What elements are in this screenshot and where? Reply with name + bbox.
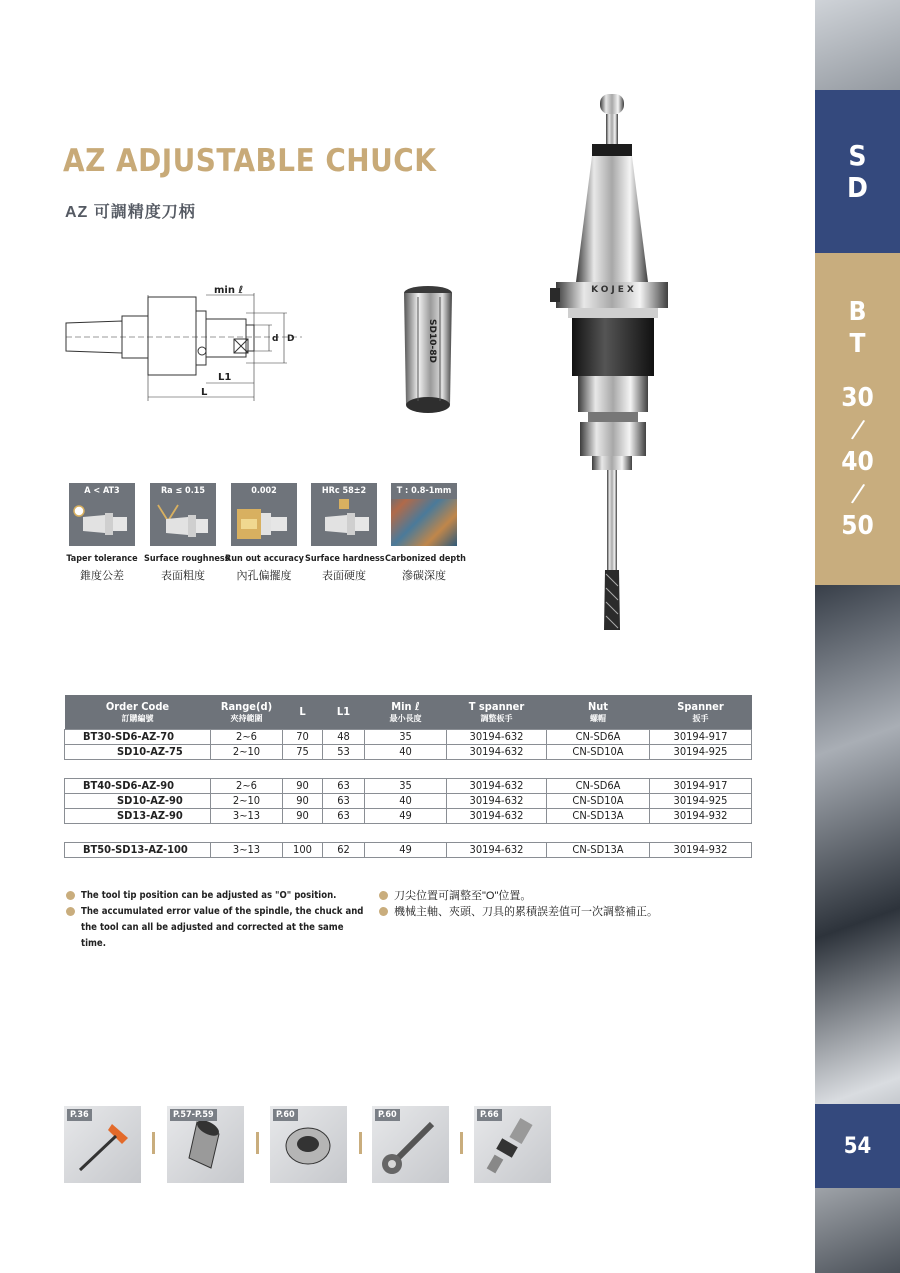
feature-label-zh: 內孔偏擺度 xyxy=(236,570,292,582)
header-range: Range(d) 夾持範圍 xyxy=(211,695,283,730)
dim-min-l: min ℓ xyxy=(214,285,244,296)
feature-box xyxy=(150,483,216,546)
accessory-page-ref: P.60 xyxy=(273,1109,298,1121)
table-row: BT40-SD6-AZ-90 2~6 90 63 35 30194-632 CN-SD6A 30194-917 xyxy=(65,779,752,794)
feature-label-en: Carbonized depth xyxy=(385,554,466,564)
right-sidebar xyxy=(815,0,900,1273)
collet-image xyxy=(396,283,460,421)
accessory-t-handle-wrench[interactable] xyxy=(64,1106,141,1183)
feature-run-out-accuracy xyxy=(225,483,303,583)
separator xyxy=(359,1132,362,1154)
feature-label-en: Surface roughness xyxy=(144,554,230,564)
feature-caption: HRc 58±2 xyxy=(321,486,367,496)
page-title: AZ ADJUSTABLE CHUCK xyxy=(63,143,437,179)
header-nut: Nut 螺帽 xyxy=(547,695,650,730)
header-min-l: Min ℓ 最小長度 xyxy=(365,695,447,730)
sidebar-size-30: 30 xyxy=(841,383,874,413)
technical-drawing xyxy=(62,283,307,403)
slash-divider-icon: / xyxy=(849,414,866,446)
page-number xyxy=(815,1104,900,1188)
notes-chinese xyxy=(379,888,709,920)
separator xyxy=(460,1132,463,1154)
bullet-icon xyxy=(66,891,75,900)
bullet-icon xyxy=(379,907,388,916)
sidebar-section-sd xyxy=(815,90,900,253)
taper-icon xyxy=(69,499,135,546)
feature-label-en: Taper tolerance xyxy=(66,554,138,564)
feature-label-en: Surface hardness xyxy=(305,554,385,564)
feature-surface-roughness xyxy=(144,483,230,583)
header-t-spanner: T spanner 調整板手 xyxy=(447,695,547,730)
feature-surface-hardness xyxy=(305,483,383,583)
roughness-icon xyxy=(150,499,216,546)
note-item: 刀尖位置可調整至"O"位置。 xyxy=(379,888,709,904)
accessory-page-ref: P.66 xyxy=(477,1109,502,1121)
feature-box xyxy=(231,483,297,546)
dim-D: D xyxy=(287,334,295,344)
slash-divider-icon: / xyxy=(849,478,866,510)
feature-box xyxy=(69,483,135,546)
feature-box xyxy=(311,483,377,546)
page-subtitle: AZ 可調精度刀柄 xyxy=(65,204,196,221)
feature-caption: 0.002 xyxy=(251,486,277,496)
feature-label-zh: 滲碳深度 xyxy=(402,570,446,582)
feature-caption: A < AT3 xyxy=(84,486,120,496)
note-item: The accumulated error value of the spindle, the chuck and the tool can all be adjusted and corrected at the same time. xyxy=(66,904,366,952)
dim-d: d xyxy=(272,334,279,344)
accessory-page-ref: P.57-P.59 xyxy=(170,1109,217,1121)
accessory-page-ref: P.60 xyxy=(375,1109,400,1121)
separator xyxy=(256,1132,259,1154)
table-spacer xyxy=(65,760,752,779)
hardness-icon xyxy=(311,499,377,546)
spec-table xyxy=(64,695,752,858)
table-row: SD13-AZ-90 3~13 90 63 49 30194-632 CN-SD13A 30194-932 xyxy=(65,809,752,824)
table-row: SD10-AZ-90 2~10 90 63 40 30194-632 CN-SD10A 30194-925 xyxy=(65,794,752,809)
header-l: L xyxy=(283,695,323,730)
sidebar-letter: S xyxy=(848,138,867,172)
sidebar-letter: B xyxy=(848,297,867,327)
holder-marking: KOJEX xyxy=(591,285,637,295)
feature-caption: T : 0.8-1mm xyxy=(391,483,457,499)
header-l1: L1 xyxy=(323,695,365,730)
bullet-icon xyxy=(66,907,75,916)
table-row: BT30-SD6-AZ-70 2~6 70 48 35 30194-632 CN-SD6A 30194-917 xyxy=(65,730,752,745)
feature-label-en: Run out accuracy xyxy=(225,554,304,564)
sidebar-size-40: 40 xyxy=(841,447,874,477)
feature-label-zh: 表面粗度 xyxy=(161,570,205,582)
dim-L: L xyxy=(201,387,208,398)
page-number-text: 54 xyxy=(843,1133,872,1159)
sidebar-section-bt xyxy=(815,253,900,585)
feature-taper-tolerance xyxy=(63,483,141,583)
accessory-pull-stud[interactable] xyxy=(474,1106,551,1183)
accessory-collet[interactable] xyxy=(167,1106,244,1183)
header-order-code: Order Code 訂購編號 xyxy=(65,695,211,730)
bullet-icon xyxy=(379,891,388,900)
accessory-page-ref: P.36 xyxy=(67,1109,92,1121)
feature-carbonized-depth xyxy=(385,483,466,583)
sidebar-letter: T xyxy=(849,329,866,359)
tool-holder-image xyxy=(548,92,678,632)
accessory-nut[interactable] xyxy=(270,1106,347,1183)
table-row: SD10-AZ-75 2~10 75 53 40 30194-632 CN-SD10A 30194-925 xyxy=(65,745,752,760)
feature-box xyxy=(391,483,457,546)
collet-marking: SD10-8D xyxy=(427,319,437,363)
table-spacer xyxy=(65,824,752,843)
sidebar-size-50: 50 xyxy=(841,511,874,541)
runout-icon xyxy=(231,499,297,546)
header-spanner: Spanner 扳手 xyxy=(650,695,752,730)
sidebar-letter: D xyxy=(847,170,868,204)
table-row: BT50-SD13-AZ-100 3~13 100 62 49 30194-632 CN-SD13A 30194-932 xyxy=(65,843,752,858)
separator xyxy=(152,1132,155,1154)
table-header-row xyxy=(65,695,752,730)
feature-label-zh: 表面硬度 xyxy=(322,570,366,582)
feature-label-zh: 錐度公差 xyxy=(80,570,124,582)
note-item: 機械主軸、夾頭、刀具的累積誤差值可一次調整補正。 xyxy=(379,904,709,920)
note-item: The tool tip position can be adjusted as "O" position. xyxy=(66,888,366,904)
notes-english xyxy=(66,888,366,952)
accessory-spanner[interactable] xyxy=(372,1106,449,1183)
dim-L1: L1 xyxy=(218,372,232,383)
feature-caption: Ra ≤ 0.15 xyxy=(160,486,206,496)
